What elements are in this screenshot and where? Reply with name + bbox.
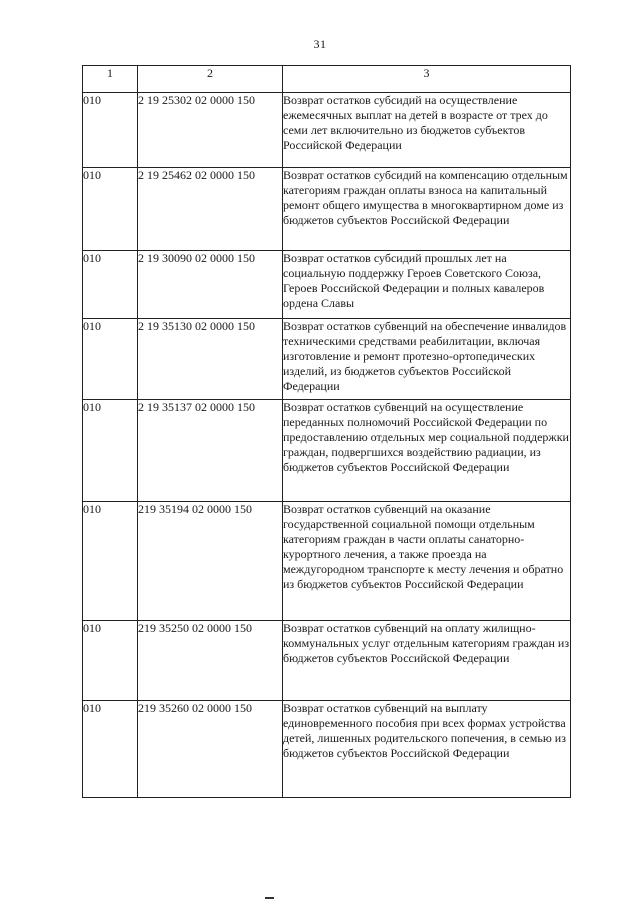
page-footer-dash bbox=[265, 897, 274, 899]
admin-code-cell: 010 bbox=[83, 502, 138, 621]
description-cell: Возврат остатков субсидий прошлых лет на социальную поддержку Героев Советского Союза, Героев Российской Федерации и полных кавалеров ордена Славы bbox=[283, 251, 571, 319]
admin-code-cell: 010 bbox=[83, 93, 138, 168]
description-cell: Возврат остатков субвенций на оказание государственной социальной помощи отдельным категориям граждан в части оплаты санаторно-курортного лечения, а также проезда на междугородном транспорте к месту лечения и обратно из бюджетов субъектов Российской Федерации bbox=[283, 502, 571, 621]
budget-code-cell: 2 19 25462 02 0000 150 bbox=[138, 168, 283, 251]
admin-code-cell: 010 bbox=[83, 168, 138, 251]
budget-code-cell: 2 19 30090 02 0000 150 bbox=[138, 251, 283, 319]
budget-code-cell: 2 19 35130 02 0000 150 bbox=[138, 319, 283, 400]
header-col-2: 2 bbox=[138, 66, 283, 93]
table-header-row bbox=[83, 66, 571, 93]
description-cell: Возврат остатков субвенций на оплату жилищно-коммунальных услуг отдельным категориям граждан из бюджетов субъектов Российской Федерации bbox=[283, 621, 571, 701]
description-cell: Возврат остатков субвенций на осуществление переданных полномочий Российской Федерации по предоставлению отдельных мер социальной поддержки граждан, подвергшихся воздействию радиации, из бюджетов субъектов Российской Федерации bbox=[283, 400, 571, 502]
admin-code-cell: 010 bbox=[83, 319, 138, 400]
description-cell: Возврат остатков субвенций на обеспечение инвалидов техническими средствами реабилитации, включая изготовление и ремонт протезно-ортопедических изделий, из бюджетов субъектов Российской Федерации bbox=[283, 319, 571, 400]
admin-code-cell: 010 bbox=[83, 251, 138, 319]
admin-code-cell: 010 bbox=[83, 621, 138, 701]
description-cell: Возврат остатков субсидий на компенсацию отдельным категориям граждан оплаты взноса на капитальный ремонт общего имущества в многоквартирном доме из бюджетов субъектов Российской Федерации bbox=[283, 168, 571, 251]
admin-code-cell: 010 bbox=[83, 400, 138, 502]
budget-code-cell: 219 35260 02 0000 150 bbox=[138, 701, 283, 798]
table-row bbox=[83, 93, 571, 168]
budget-codes-table bbox=[82, 65, 571, 798]
budget-code-cell: 219 35250 02 0000 150 bbox=[138, 621, 283, 701]
description-cell: Возврат остатков субсидий на осуществление ежемесячных выплат на детей в возрасте от трех до семи лет включительно из бюджетов субъектов Российской Федерации bbox=[283, 93, 571, 168]
table-row bbox=[83, 621, 571, 701]
table-row bbox=[83, 168, 571, 251]
admin-code-cell: 010 bbox=[83, 701, 138, 798]
table-row bbox=[83, 319, 571, 400]
page-number: 31 bbox=[313, 37, 327, 51]
description-cell: Возврат остатков субвенций на выплату единовременного пособия при всех формах устройства детей, лишенных родительского попечения, в семью из бюджетов субъектов Российской Федерации bbox=[283, 701, 571, 798]
table-row bbox=[83, 701, 571, 798]
budget-code-cell: 2 19 35137 02 0000 150 bbox=[138, 400, 283, 502]
header-col-3: 3 bbox=[283, 66, 571, 93]
table-row bbox=[83, 400, 571, 502]
header-col-1: 1 bbox=[83, 66, 138, 93]
budget-code-cell: 219 35194 02 0000 150 bbox=[138, 502, 283, 621]
budget-code-cell: 2 19 25302 02 0000 150 bbox=[138, 93, 283, 168]
table-row bbox=[83, 251, 571, 319]
table-row bbox=[83, 502, 571, 621]
